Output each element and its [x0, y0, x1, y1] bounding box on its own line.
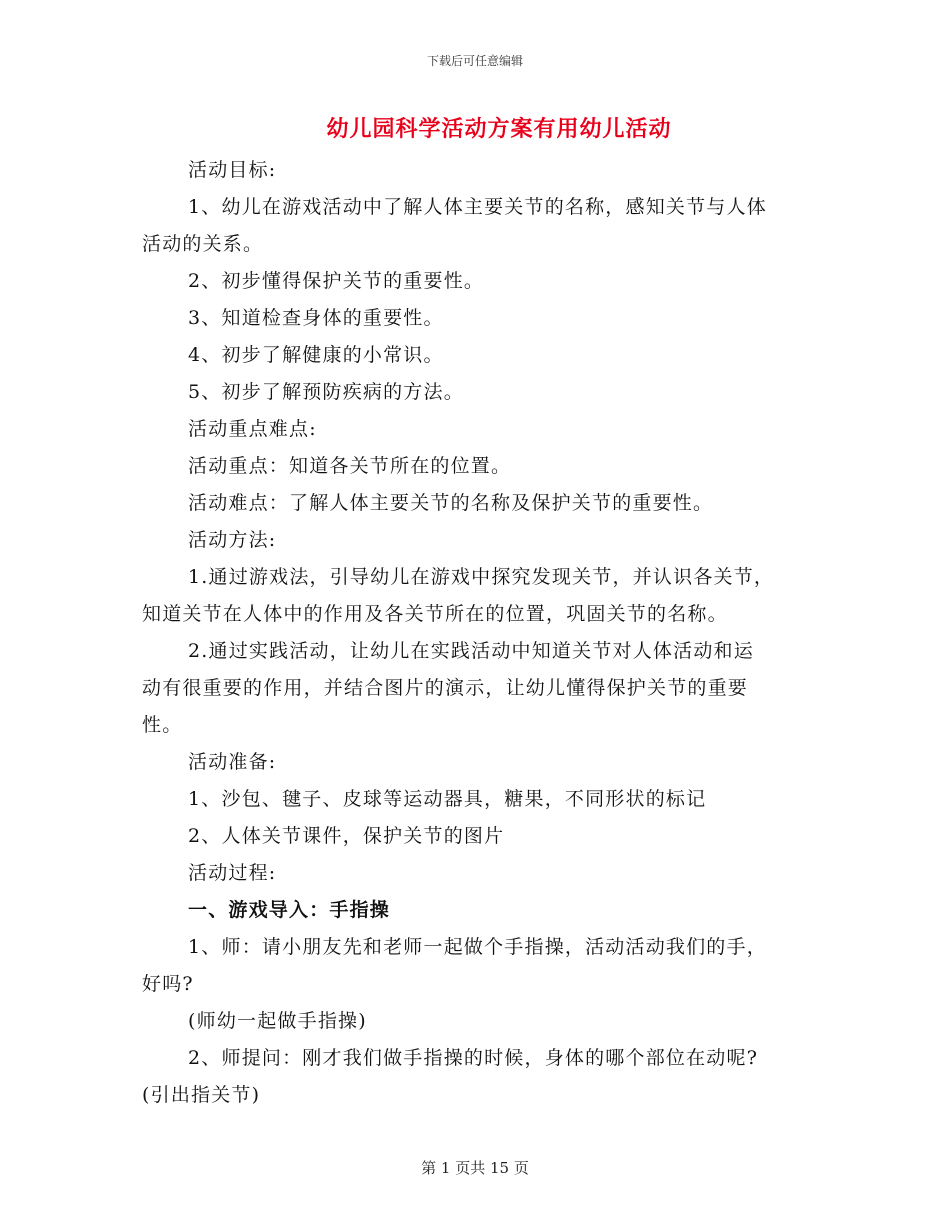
paragraph-line: 好吗?	[142, 973, 194, 995]
section-heading-key-points: 活动重点难点:	[188, 418, 317, 440]
paragraph-line: 知道关节在人体中的作用及各关节所在的位置，巩固关节的名称。	[142, 603, 728, 625]
paragraph-line: 动有很重要的作用，并结合图片的演示，让幼儿懂得保护关节的重要	[142, 677, 749, 699]
paragraph-line: 4、初步了解健康的小常识。	[188, 344, 444, 366]
paragraph-line: 2、初步懂得保护关节的重要性。	[188, 270, 485, 292]
paragraph-line: 活动的关系。	[142, 233, 264, 255]
document-title: 幼儿园科学活动方案有用幼儿活动	[326, 116, 672, 142]
paragraph-line: 3、知道检查身体的重要性。	[188, 307, 444, 329]
paragraph-line: 1、沙包、毽子、皮球等运动器具，糖果，不同形状的标记	[188, 788, 707, 810]
paragraph-line: 2、师提问：刚才我们做手指操的时候，身体的哪个部位在动呢?	[188, 1047, 759, 1069]
section-heading-goals: 活动目标:	[188, 159, 277, 181]
section-heading-methods: 活动方法:	[188, 529, 277, 551]
section-heading-preparation: 活动准备:	[188, 751, 277, 773]
paragraph-line: 活动难点：了解人体主要关节的名称及保护关节的重要性。	[188, 492, 714, 514]
paragraph-line: 2.通过实践活动，让幼儿在实践活动中知道关节对人体活动和运	[188, 640, 754, 662]
subsection-heading-game-intro: 一、游戏导入：手指操	[188, 899, 391, 921]
paragraph-line: 1、幼儿在游戏活动中了解人体主要关节的名称，感知关节与人体	[188, 196, 767, 218]
paragraph-line: 1.通过游戏法，引导幼儿在游戏中探究发现关节，并认识各关节，	[188, 566, 775, 588]
paragraph-line: 1、师：请小朋友先和老师一起做个手指操，活动活动我们的手，	[188, 936, 767, 958]
document-body	[142, 152, 810, 1114]
paragraph-line: 2、人体关节课件，保护关节的图片	[188, 825, 505, 847]
paragraph-line: 性。	[142, 714, 183, 736]
header-note: 下载后可任意编辑	[426, 54, 523, 68]
page-footer: 第 1 页共 15 页	[421, 1159, 529, 1177]
paragraph-line: 5、初步了解预防疾病的方法。	[188, 381, 464, 403]
paragraph-line: (引出指关节)	[142, 1084, 261, 1106]
paragraph-line: (师幼一起做手指操)	[188, 1010, 367, 1032]
paragraph-line: 活动重点：知道各关节所在的位置。	[188, 455, 512, 477]
section-heading-process: 活动过程:	[188, 862, 277, 884]
